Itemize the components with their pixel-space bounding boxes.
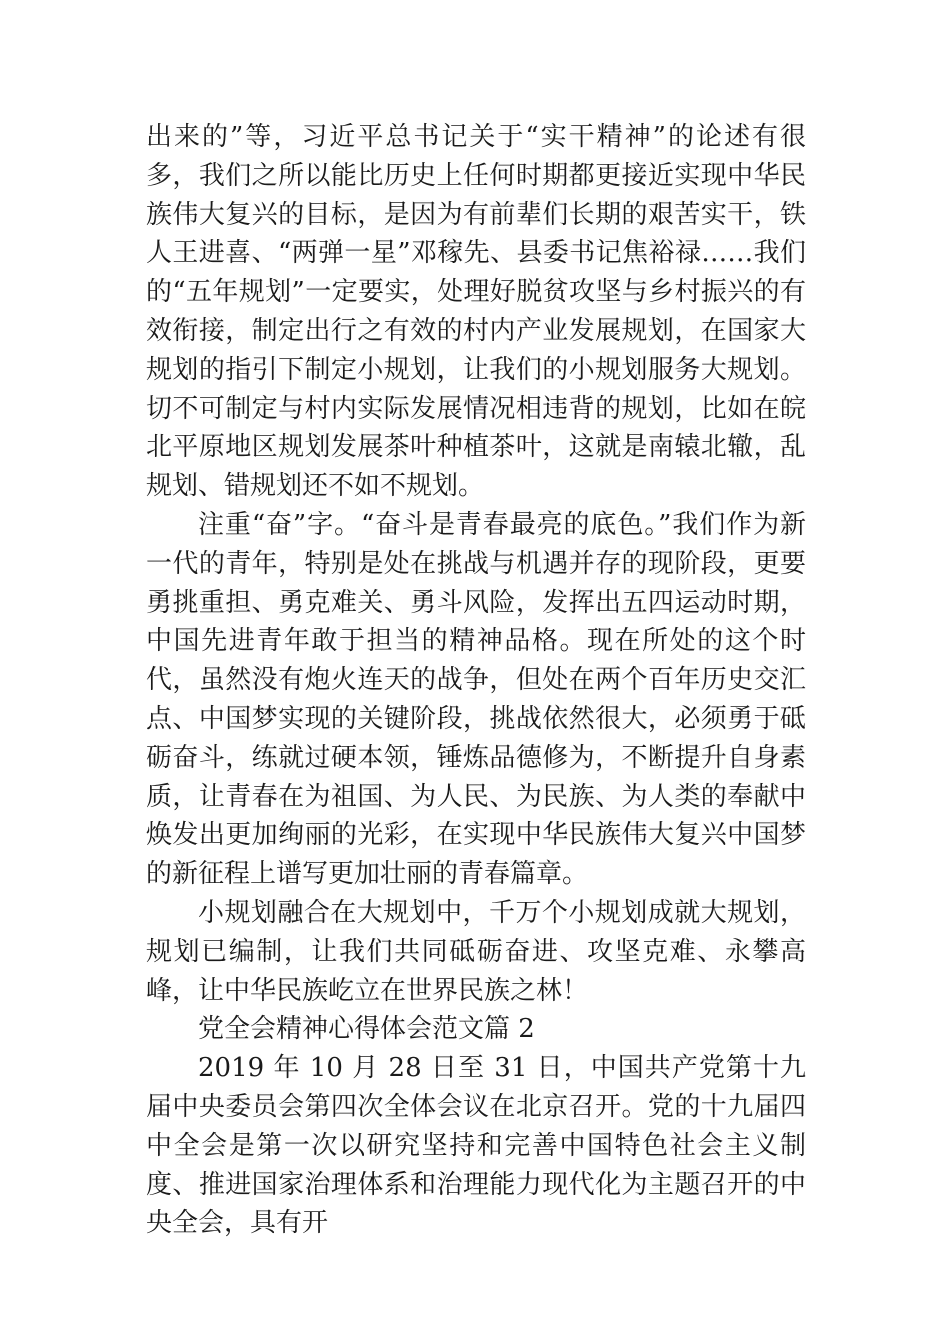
section-heading: 党全会精神心得体会范文篇 2: [198, 1014, 535, 1045]
paragraph-xiaoguihua: 小规划融合在大规划中，千万个小规划成就大规划，规划已编制，让我们共同砥砺奋进、攻坚克难、永攀高峰，让中华民族屹立在世界民族之林！: [146, 897, 806, 1006]
paragraph-sizhongquanhui: 2019 年 10 月 28 日至 31 日，中国共产党第十九届中央委员会第四次全体会议在北京召开。党的十九届四中全会是第一次以研究坚持和完善中国特色社会主义制度、推进国家治理体系和治理能力现代化为主题召开的中央全会，具有开: [146, 1053, 806, 1239]
document-page: [146, 118, 806, 1243]
paragraph-shiganjingshen: 出来的”等，习近平总书记关于“实干精神”的论述有很多，我们之所以能比历史上任何时期都更接近实现中华民族伟大复兴的目标，是因为有前辈们长期的艰苦实干，铁人王进喜、“两弹一星”邓稼先、县委书记焦裕禄……我们的“五年规划”一定要实，处理好脱贫攻坚与乡村振兴的有效衔接，制定出行之有效的村内产业发展规划，在国家大规划的指引下制定小规划，让我们的小规划服务大规划。切不可制定与村内实际发展情况相违背的规划，比如在皖北平原地区规划发展茶叶种植茶叶，这就是南辕北辙，乱规划、错规划还不如不规划。: [146, 122, 806, 502]
paragraph-zhongfenzi: 注重“奋”字。“奋斗是青春最亮的底色。”我们作为新一代的青年，特别是处在挑战与机遇并存的现阶段，更要勇挑重担、勇克难关、勇斗风险，发挥出五四运动时期，中国先进青年敢于担当的精神品格。现在所处的这个时代，虽然没有炮火连天的战争，但处在两个百年历史交汇点、中国梦实现的关键阶段，挑战依然很大，必须勇于砥砺奋斗，练就过硬本领，锤炼品德修为，不断提升自身素质，让青春在为祖国、为人民、为民族、为人类的奉献中焕发出更加绚丽的光彩，在实现中华民族伟大复兴中国梦的新征程上谱写更加壮丽的青春篇章。: [146, 509, 806, 890]
